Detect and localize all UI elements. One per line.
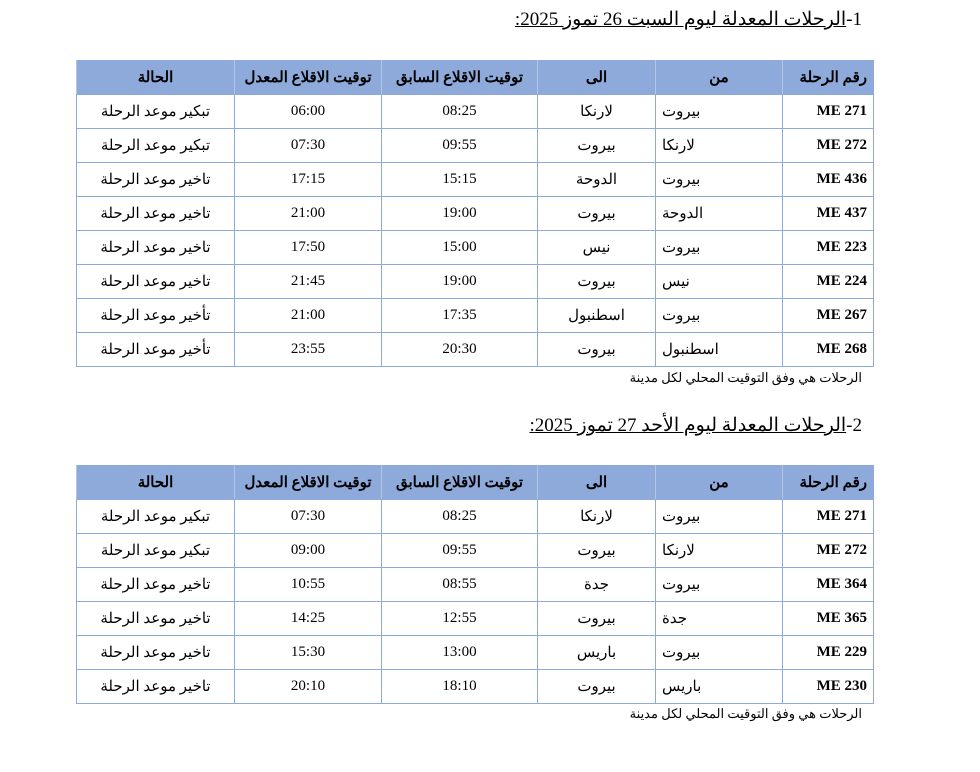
header-from: من: [656, 61, 783, 95]
header-to: الى: [538, 466, 656, 500]
table-row: [77, 163, 874, 197]
from-cell: الدوحة: [656, 197, 783, 231]
header-previous-time: توقيت الاقلاع السابق: [382, 466, 538, 500]
previous-time-cell: 15:00: [382, 231, 538, 265]
status-cell: تبكير موعد الرحلة: [77, 500, 235, 534]
header-to: الى: [538, 61, 656, 95]
to-cell: بيروت: [538, 197, 656, 231]
flight-number-cell: ME 271: [783, 95, 874, 129]
table-row: [77, 568, 874, 602]
header-flight-number: رقم الرحلة: [783, 466, 874, 500]
section-1-title-text: الرحلات المعدلة ليوم السبت 26 تموز 2025:: [514, 9, 847, 30]
from-cell: جدة: [656, 602, 783, 636]
flight-number-cell: ME 436: [783, 163, 874, 197]
to-cell: نيس: [538, 231, 656, 265]
header-flight-number: رقم الرحلة: [783, 61, 874, 95]
from-cell: بيروت: [656, 500, 783, 534]
from-cell: لارنكا: [656, 129, 783, 163]
table-row: [77, 534, 874, 568]
table-row: [77, 636, 874, 670]
previous-time-cell: 19:00: [382, 197, 538, 231]
to-cell: بيروت: [538, 333, 656, 367]
from-cell: بيروت: [656, 95, 783, 129]
previous-time-cell: 18:10: [382, 670, 538, 704]
from-cell: باريس: [656, 670, 783, 704]
new-time-cell: 21:45: [235, 265, 382, 299]
header-from: من: [656, 466, 783, 500]
table-row: [77, 197, 874, 231]
from-cell: اسطنبول: [656, 333, 783, 367]
status-cell: تاخير موعد الرحلة: [77, 670, 235, 704]
new-time-cell: 09:00: [235, 534, 382, 568]
new-time-cell: 21:00: [235, 299, 382, 333]
previous-time-cell: 17:35: [382, 299, 538, 333]
previous-time-cell: 09:55: [382, 129, 538, 163]
table-header-row: [77, 466, 874, 500]
new-time-cell: 21:00: [235, 197, 382, 231]
previous-time-cell: 19:00: [382, 265, 538, 299]
table-row: [77, 265, 874, 299]
section-1-title: [515, 8, 862, 31]
header-status: الحالة: [77, 61, 235, 95]
previous-time-cell: 15:15: [382, 163, 538, 197]
flight-number-cell: ME 267: [783, 299, 874, 333]
flight-number-cell: ME 365: [783, 602, 874, 636]
flights-table-1-body: [77, 95, 874, 367]
previous-time-cell: 08:25: [382, 500, 538, 534]
header-status: الحالة: [77, 466, 235, 500]
previous-time-cell: 08:25: [382, 95, 538, 129]
status-cell: تاخير موعد الرحلة: [77, 568, 235, 602]
flights-table-1: [76, 60, 874, 367]
to-cell: جدة: [538, 568, 656, 602]
from-cell: بيروت: [656, 636, 783, 670]
new-time-cell: 06:00: [235, 95, 382, 129]
to-cell: بيروت: [538, 265, 656, 299]
flight-number-cell: ME 224: [783, 265, 874, 299]
table-row: [77, 299, 874, 333]
status-cell: تبكير موعد الرحلة: [77, 534, 235, 568]
new-time-cell: 15:30: [235, 636, 382, 670]
to-cell: لارنكا: [538, 500, 656, 534]
header-new-time: توقيت الاقلاع المعدل: [235, 61, 382, 95]
flight-number-cell: ME 437: [783, 197, 874, 231]
table-row: [77, 333, 874, 367]
table-header-row: [77, 61, 874, 95]
flight-number-cell: ME 272: [783, 129, 874, 163]
table-row: [77, 129, 874, 163]
previous-time-cell: 20:30: [382, 333, 538, 367]
previous-time-cell: 09:55: [382, 534, 538, 568]
status-cell: تأخير موعد الرحلة: [77, 333, 235, 367]
section-2-note: الرحلات هي وفق التوقيت المحلي لكل مدينة: [629, 706, 862, 721]
new-time-cell: 07:30: [235, 500, 382, 534]
status-cell: تأخير موعد الرحلة: [77, 299, 235, 333]
flight-number-cell: ME 271: [783, 500, 874, 534]
section-2-title-text: الرحلات المعدلة ليوم الأحد 27 تموز 2025:: [529, 415, 847, 436]
status-cell: تبكير موعد الرحلة: [77, 95, 235, 129]
table-row: [77, 95, 874, 129]
new-time-cell: 23:55: [235, 333, 382, 367]
to-cell: بيروت: [538, 129, 656, 163]
status-cell: تبكير موعد الرحلة: [77, 129, 235, 163]
status-cell: تاخير موعد الرحلة: [77, 163, 235, 197]
status-cell: تاخير موعد الرحلة: [77, 265, 235, 299]
from-cell: لارنكا: [656, 534, 783, 568]
section-1-note: الرحلات هي وفق التوقيت المحلي لكل مدينة: [629, 370, 862, 385]
flight-number-cell: ME 230: [783, 670, 874, 704]
new-time-cell: 17:50: [235, 231, 382, 265]
status-cell: تاخير موعد الرحلة: [77, 231, 235, 265]
previous-time-cell: 12:55: [382, 602, 538, 636]
header-previous-time: توقيت الاقلاع السابق: [382, 61, 538, 95]
from-cell: بيروت: [656, 299, 783, 333]
section-2-title: [530, 414, 863, 437]
section-2-number: 2-: [846, 415, 862, 436]
to-cell: لارنكا: [538, 95, 656, 129]
table-row: [77, 231, 874, 265]
from-cell: نيس: [656, 265, 783, 299]
flight-number-cell: ME 268: [783, 333, 874, 367]
table-row: [77, 670, 874, 704]
previous-time-cell: 08:55: [382, 568, 538, 602]
to-cell: بيروت: [538, 534, 656, 568]
section-1-number: 1-: [846, 9, 862, 30]
from-cell: بيروت: [656, 163, 783, 197]
flight-number-cell: ME 272: [783, 534, 874, 568]
to-cell: اسطنبول: [538, 299, 656, 333]
table-row: [77, 500, 874, 534]
header-new-time: توقيت الاقلاع المعدل: [235, 466, 382, 500]
status-cell: تاخير موعد الرحلة: [77, 197, 235, 231]
to-cell: بيروت: [538, 602, 656, 636]
from-cell: بيروت: [656, 231, 783, 265]
table-row: [77, 602, 874, 636]
new-time-cell: 07:30: [235, 129, 382, 163]
new-time-cell: 17:15: [235, 163, 382, 197]
previous-time-cell: 13:00: [382, 636, 538, 670]
flights-table-2: [76, 465, 874, 704]
new-time-cell: 20:10: [235, 670, 382, 704]
to-cell: بيروت: [538, 670, 656, 704]
flight-number-cell: ME 364: [783, 568, 874, 602]
to-cell: باريس: [538, 636, 656, 670]
new-time-cell: 10:55: [235, 568, 382, 602]
status-cell: تاخير موعد الرحلة: [77, 602, 235, 636]
to-cell: الدوحة: [538, 163, 656, 197]
status-cell: تاخير موعد الرحلة: [77, 636, 235, 670]
flights-table-2-body: [77, 500, 874, 704]
from-cell: بيروت: [656, 568, 783, 602]
flight-number-cell: ME 223: [783, 231, 874, 265]
flight-number-cell: ME 229: [783, 636, 874, 670]
new-time-cell: 14:25: [235, 602, 382, 636]
